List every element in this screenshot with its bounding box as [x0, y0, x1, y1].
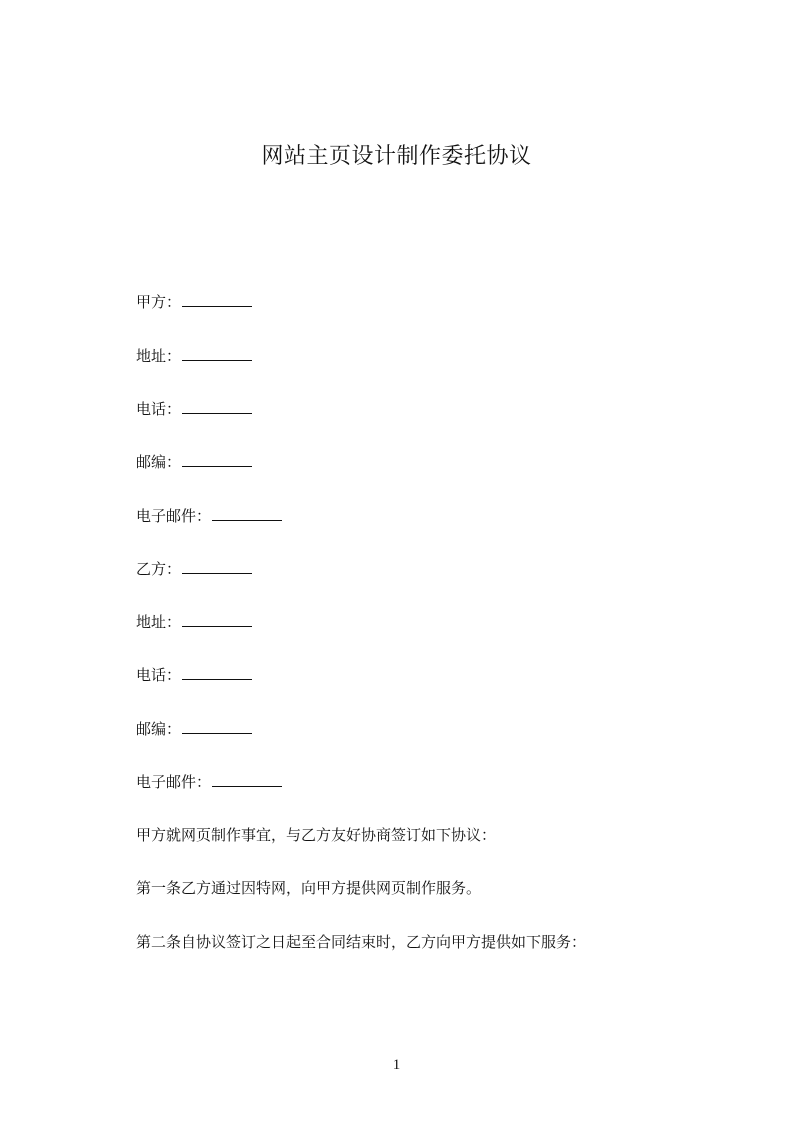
party-a-email-field	[136, 506, 282, 526]
party-b-postcode-blank	[182, 719, 252, 734]
document-title: 网站主页设计制作委托协议	[261, 144, 532, 169]
party-b-phone-field	[136, 665, 252, 685]
party-a-email-blank	[212, 506, 282, 521]
article-one-paragraph: 第一条乙方通过因特网，向甲方提供网页制作服务。	[136, 879, 482, 897]
party-b-address-blank	[182, 612, 252, 627]
party-a-address-blank	[182, 346, 252, 361]
party-a-label: 甲方：	[136, 293, 182, 311]
party-a-phone-blank	[182, 399, 252, 414]
party-b-field	[136, 559, 252, 579]
party-a-blank	[182, 292, 252, 307]
page-number: 1	[392, 1057, 401, 1073]
party-b-address-field	[136, 612, 252, 632]
party-b-address-label: 地址：	[136, 613, 182, 631]
party-b-phone-blank	[182, 665, 252, 680]
party-a-address-label: 地址：	[136, 347, 182, 365]
party-a-email-label: 电子邮件：	[136, 507, 212, 525]
intro-paragraph: 甲方就网页制作事宜，与乙方友好协商签订如下协议：	[136, 826, 497, 844]
party-a-field	[136, 292, 252, 312]
party-a-postcode-blank	[182, 452, 252, 467]
party-b-postcode-field	[136, 719, 252, 739]
party-b-email-label: 电子邮件：	[136, 773, 212, 791]
party-b-email-field	[136, 772, 282, 792]
party-b-email-blank	[212, 772, 282, 787]
party-b-label: 乙方：	[136, 560, 182, 578]
party-b-postcode-label: 邮编：	[136, 720, 182, 738]
party-a-postcode-label: 邮编：	[136, 453, 182, 471]
party-a-phone-label: 电话：	[136, 400, 182, 418]
party-a-address-field	[136, 346, 252, 366]
party-b-phone-label: 电话：	[136, 666, 182, 684]
party-b-blank	[182, 559, 252, 574]
party-a-phone-field	[136, 399, 252, 419]
article-two-paragraph: 第二条自协议签订之日起至合同结束时，乙方向甲方提供如下服务：	[136, 933, 587, 951]
party-a-postcode-field	[136, 452, 252, 472]
